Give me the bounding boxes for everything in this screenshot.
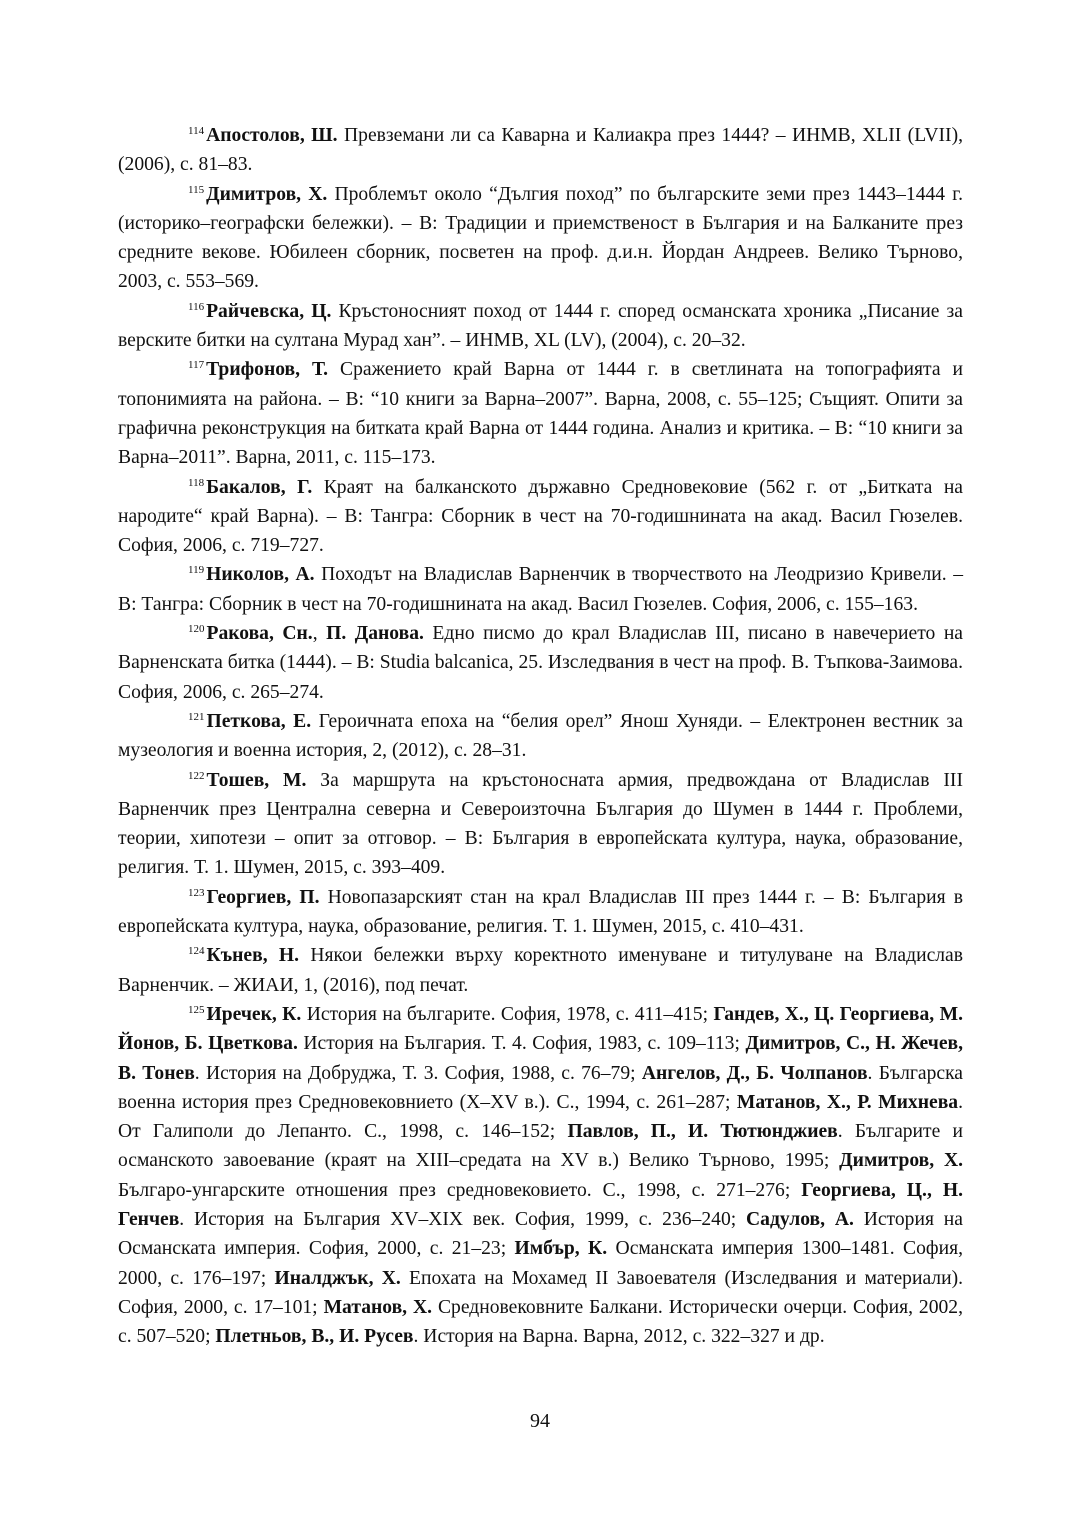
citation-text: . История на Варна. Варна, 2012, с. 322–327 и др. [413, 1326, 825, 1348]
author-name: Димитров, Х. [839, 1150, 963, 1172]
citation-text: Някои бележки върху коректното именуване и титулуване на Владислав Варненчик. – ЖИАИ, 1, (2016), под печат. [118, 945, 964, 996]
author-name: Димитров, Х. [206, 183, 328, 205]
author-name: Тошев, М. [206, 769, 307, 791]
author-name: Садулов, А. [746, 1208, 854, 1230]
citation-text: Походът на Владислав Варненчик в творчеството на Леодризио Кривели. – В: Тангра: Сборник в чест на 70-годишнината на акад. Васил Гюзелев. София, 2006, с. 155–163. [118, 564, 963, 615]
citation-text: Средновековните Балкани. Исторически очерци. София, 2002, с. 507–520; [118, 1296, 963, 1348]
citation-text: , [312, 623, 327, 645]
citation-text: За маршрута на кръстоносната армия, предвождана от Владислав III Варненчик през Централна северна и Североизточна България до Шумен в 1444 г. Проблеми, теории, хипотези – опит за отговор. – В: България в европейската култура, наука, образование, религия. Т. 1. Шумен, 2015, с. 393–409. [118, 769, 963, 879]
citation-text: . Българите и османското завоевание (краят на XIII–средата на XV в.) Велико Търново, 1995; [118, 1121, 963, 1172]
citation-text: История на българите. София, 1978, с. 411–415; [301, 1003, 714, 1025]
footnote-number: 117 [188, 359, 205, 372]
citation-text: . Българска военна история през Средновековнието (X–XV в.). С., 1994, с. 261–287; [118, 1062, 964, 1113]
author-name: Иналджък, Х. [274, 1267, 401, 1289]
citation-text: Българо-унгарските отношения през средновековието. С., 1998, с. 271–276; [118, 1179, 802, 1201]
citation-text: История на Османската империя. София, 2000, с. 21–23; [118, 1208, 963, 1260]
citation-text: История на България. Т. 4. София, 1983, с. 109–113; [297, 1033, 746, 1055]
footnote-122 [118, 766, 963, 883]
author-name: Райчевска, Ц. [206, 300, 332, 322]
author-name: Плетньов, В., И. Русев [215, 1326, 414, 1348]
author-name: Георгиева, Ц., Н. Генчев [118, 1179, 963, 1230]
author-name: Иречек, К. [206, 1003, 302, 1025]
citation-text: . История на Добруджа, Т. 3. София, 1988, с. 76–79; [194, 1062, 642, 1084]
citation-text: Сражението край Варна от 1444 г. в светлината на топографията и топонимията на района. – В: “10 книги за Варна–2007”. Варна, 2008, с. 55–125; Същият. Опити за графична реконструкция на битката край Варна от 1444 година. Анализ и критика. – В: “10 книги за Варна–2011”. Варна, 2011, с. 115–173. [118, 359, 963, 469]
author-name: Матанов, Х., Р. Михнева [736, 1091, 959, 1113]
citation-text: . От Галиполи до Лепанто. С., 1998, с. 146–152; [118, 1091, 963, 1143]
author-name: Матанов, Х. [323, 1296, 433, 1318]
citation-text: Героичната епоха на “белия орел” Янош Хуняди. – Електронен вестник за музеология и военна история, 2, (2012), с. 28–31. [118, 710, 963, 762]
footnote-number: 119 [188, 564, 205, 577]
footnote-123 [118, 883, 963, 942]
citation-text: . История на България XV–XIX век. София, 1999, с. 236–240; [179, 1208, 747, 1230]
author-name: П. Данова. [326, 623, 424, 645]
citation-text: Османската империя 1300–1481. София, 2000, с. 176–197; [118, 1238, 963, 1289]
author-name: Бакалов, Г. [206, 476, 313, 498]
footnotes-list [118, 121, 963, 1351]
author-name: Павлов, П., И. Тютюнджиев [567, 1121, 838, 1143]
footnote-115 [118, 180, 963, 297]
footnote-number: 125 [188, 1003, 205, 1016]
author-name: Кънев, Н. [206, 945, 300, 967]
footnote-number: 118 [188, 476, 205, 489]
author-name: Имбър, К. [514, 1238, 608, 1260]
citation-text: Проблемът около “Дългия поход” по българските земи през 1443–1444 г. (историко–географски бележки). – В: Традиции и приемственост в България и на Балканите през средните векове. Юбилеен сборник, посветен на проф. д.и.н. Йордан Андреев. Велико Търново, 2003, с. 553–569. [118, 183, 963, 293]
footnote-125 [118, 1000, 963, 1352]
footnote-number: 122 [188, 769, 205, 782]
author-name: Петкова, Е. [206, 710, 312, 732]
citation-text: Едно писмо до крал Владислав III, писано в навечерието на Варненската битка (1444). – В: Studia balcanica, 25. Изследвания в чест на проф. В. Тъпкова-Заимова. София, 2006, с. 265–274. [118, 623, 964, 703]
author-name: Гандев, Х., Ц. Георгиева, М. Йонов, Б. Цветкова. [118, 1003, 963, 1055]
footnote-119 [118, 560, 963, 619]
author-name: Апостолов, Ш. [206, 125, 338, 146]
footnote-117 [118, 355, 963, 472]
footnote-114 [118, 121, 963, 180]
footnote-number: 121 [188, 710, 205, 723]
footnote-116 [118, 297, 963, 356]
author-name: Николов, А. [206, 564, 315, 586]
page-number: 94 [530, 1410, 550, 1432]
footnote-number: 114 [188, 125, 205, 137]
footnote-number: 115 [188, 183, 205, 196]
author-name: Трифонов, Т. [206, 359, 329, 381]
footnote-124 [118, 941, 963, 1000]
author-name: Димитров, С., Н. Жечев, В. Тонев [118, 1033, 963, 1084]
author-name: Георгиев, П. [206, 886, 320, 908]
citation-text: Новопазарският стан на крал Владислав III през 1444 г. – В: България в европейската култура, наука, образование, религия. Т. 1. Шумен, 2015, с. 410–431. [118, 886, 963, 938]
footnote-number: 116 [188, 300, 205, 313]
footnote-number: 123 [188, 886, 205, 899]
footnote-number: 124 [188, 945, 205, 958]
author-name: Ангелов, Д., Б. Чолпанов [641, 1062, 868, 1084]
footnote-121 [118, 707, 963, 766]
citation-text: Епохата на Мохамед II Завоевателя (Изследвания и материали). София, 2000, с. 17–101; [118, 1267, 963, 1318]
footnote-number: 120 [188, 623, 205, 636]
citation-text: Превземани ли са Каварна и Калиакра през 1444? – ИНМВ, XLII (LVII), (2006), с. 81–83. [118, 125, 963, 176]
citation-text: Кръстоносният поход от 1444 г. според османската хроника „Писание за верските битки на султана Мурад хан”. – ИНМВ, XL (LV), (2004), с. 20–32. [118, 300, 963, 352]
citation-text: Краят на балканското държавно Средновековие (562 г. от „Битката на народите“ край Варна). – В: Тангра: Сборник в чест на 70-годишнината на акад. Васил Гюзелев. София, 2006, с. 719–727. [118, 476, 963, 557]
footnote-120 [118, 619, 963, 707]
author-name: Ракова, Сн. [206, 623, 313, 645]
footnote-118 [118, 473, 963, 561]
